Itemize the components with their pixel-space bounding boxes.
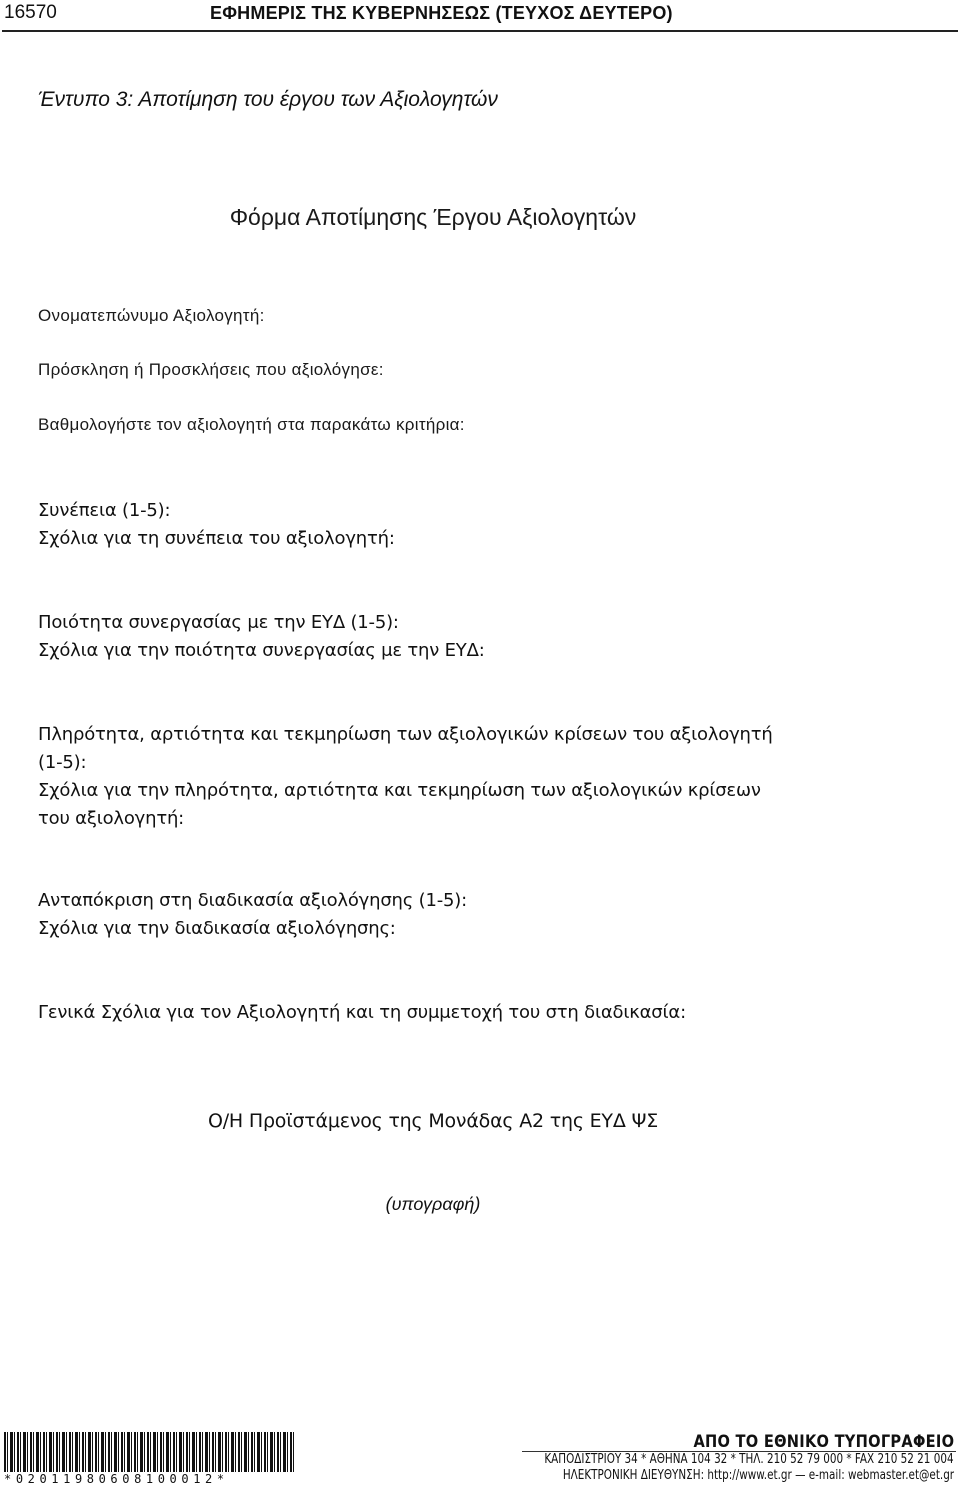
- consistency-score-field: Συνέπεια (1-5):: [38, 500, 171, 521]
- gazette-title: ΕΦΗΜΕΡΙΣ ΤΗΣ ΚΥΒΕΡΝΗΣΕΩΣ (ΤΕΥΧΟΣ ΔΕΥΤΕΡΟ): [210, 3, 673, 23]
- form-title: Φόρμα Αποτίμησης Έργου Αξιολογητών: [229, 204, 637, 230]
- completeness-score-field-cont: (1-5):: [38, 752, 87, 773]
- rate-instruction: Βαθμολογήστε τον αξιολογητή στα παρακάτω κριτήρια:: [38, 415, 465, 434]
- signature-placeholder: (υπογραφή): [385, 1194, 481, 1214]
- completeness-comments-field-cont: του αξιολογητή:: [38, 808, 185, 829]
- signatory-title: Ο/Η Προϊστάμενος της Μονάδας Α2 της ΕΥΔ ΨΣ: [207, 1110, 659, 1132]
- printer-name: ΑΠΟ ΤΟ ΕΘΝΙΚΟ ΤΥΠΟΓΡΑΦΕΙΟ: [693, 1432, 954, 1452]
- form-label: Έντυπο 3: Αποτίμηση του έργου των Αξιολογητών: [38, 88, 498, 111]
- header-divider: [2, 30, 958, 32]
- completeness-score-field: Πληρότητα, αρτιότητα και τεκμηρίωση των αξιολογικών κρίσεων του αξιολογητή: [38, 724, 773, 745]
- barcode-number: *02011980608100012*: [4, 1472, 229, 1486]
- general-comments-field: Γενικά Σχόλια για τον Αξιολογητή και τη συμμετοχή του στη διαδικασία:: [38, 1002, 686, 1023]
- printer-web: ΗΛΕΚΤΡΟΝΙΚΗ ΔΙΕΥΘΥΝΣΗ: http://www.et.gr — e-mail: webmaster.et@et.gr: [562, 1468, 954, 1483]
- printer-address: ΚΑΠΟΔΙΣΤΡΙΟΥ 34 * ΑΘΗΝΑ 104 32 * ΤΗΛ. 210 52 79 000 * FAX 210 52 21 004: [544, 1452, 954, 1467]
- page-header: [0, 0, 960, 30]
- cooperation-score-field: Ποιότητα συνεργασίας με την ΕΥΔ (1-5):: [38, 612, 399, 633]
- calls-evaluated-field: Πρόσκληση ή Προσκλήσεις που αξιολόγησε:: [38, 360, 384, 379]
- responsiveness-score-field: Ανταπόκριση στη διαδικασία αξιολόγησης (1-5):: [38, 890, 467, 911]
- page-number: 16570: [4, 2, 57, 23]
- cooperation-comments-field: Σχόλια για την ποιότητα συνεργασίας με την ΕΥΔ:: [38, 640, 485, 661]
- barcode: [4, 1432, 294, 1472]
- evaluator-name-field: Ονοματεπώνυμο Αξιολογητή:: [38, 306, 265, 325]
- consistency-comments-field: Σχόλια για τη συνέπεια του αξιολογητή:: [38, 528, 395, 549]
- responsiveness-comments-field: Σχόλια για την διαδικασία αξιολόγησης:: [38, 918, 396, 939]
- completeness-comments-field: Σχόλια για την πληρότητα, αρτιότητα και τεκμηρίωση των αξιολογικών κρίσεων: [38, 780, 761, 801]
